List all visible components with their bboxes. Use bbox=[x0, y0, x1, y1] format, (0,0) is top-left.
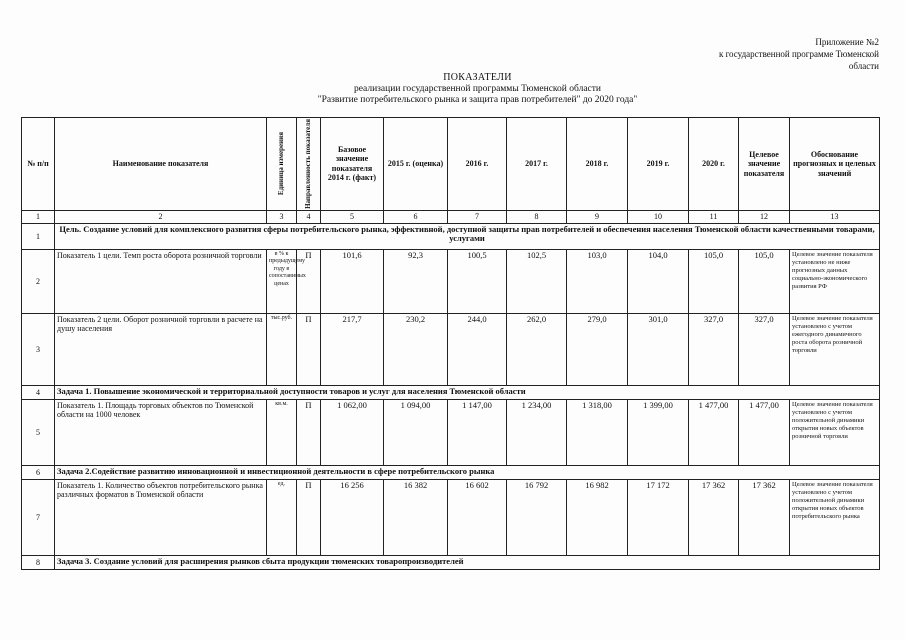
row-index: 6 bbox=[22, 465, 55, 479]
value-base: 101,6 bbox=[321, 249, 384, 313]
justification-text: Целевое значение показателя установлено не ниже прогнозных данных социально-экономического развития РФ bbox=[790, 249, 880, 313]
row-index: 2 bbox=[22, 249, 55, 313]
header-target: Целевое значение показателя bbox=[739, 118, 790, 211]
value-2015: 230,2 bbox=[384, 313, 448, 385]
value-2015: 1 094,00 bbox=[384, 399, 448, 465]
header-unit: Единица измерения bbox=[267, 118, 297, 211]
value-2018: 103,0 bbox=[567, 249, 628, 313]
value-2016: 100,5 bbox=[448, 249, 507, 313]
goal-text: Цель. Создание условий для комплексного развития сферы потребительского рынка, эффективной, доступной защиты прав потребителей и обеспечения населения Тюменской области качественными товарами, услугами bbox=[55, 223, 880, 249]
value-2018: 1 318,00 bbox=[567, 399, 628, 465]
table-row bbox=[22, 249, 880, 313]
value-base: 217,7 bbox=[321, 313, 384, 385]
indicator-name: Показатель 1. Количество объектов потребительского рынка различных форматов в Тюменской области bbox=[55, 479, 267, 555]
row-index: 8 bbox=[22, 555, 55, 569]
value-target: 17 362 bbox=[739, 479, 790, 555]
indicator-direction: П bbox=[297, 479, 321, 555]
value-2016: 244,0 bbox=[448, 313, 507, 385]
table-row bbox=[22, 555, 880, 569]
table-row bbox=[22, 479, 880, 555]
row-index: 3 bbox=[22, 313, 55, 385]
value-target: 327,0 bbox=[739, 313, 790, 385]
indicator-direction: П bbox=[297, 249, 321, 313]
indicator-name: Показатель 1. Площадь торговых объектов по Тюменской области на 1000 человек bbox=[55, 399, 267, 465]
row-index: 1 bbox=[22, 223, 55, 249]
value-2018: 279,0 bbox=[567, 313, 628, 385]
header-name: Наименование показателя bbox=[55, 118, 267, 211]
value-2019: 301,0 bbox=[628, 313, 689, 385]
col-number: 4 bbox=[297, 210, 321, 223]
value-2020: 17 362 bbox=[689, 479, 739, 555]
appendix-line-2: к государственной программе Тюменской bbox=[718, 49, 879, 59]
col-number: 7 bbox=[448, 210, 507, 223]
task-text: Задача 1. Повышение экономической и территориальной доступности товаров и услуг для населения Тюменской области bbox=[55, 385, 880, 399]
task-text: Задача 2.Содействие развитию инновационной и инвестиционной деятельности в сфере потребительского рынка bbox=[55, 465, 880, 479]
col-number: 13 bbox=[790, 210, 880, 223]
column-numbers-row bbox=[22, 210, 880, 223]
indicator-unit: кв.м. bbox=[267, 399, 297, 465]
header-2017: 2017 г. bbox=[507, 118, 567, 211]
value-2018: 16 982 bbox=[567, 479, 628, 555]
indicators-table bbox=[21, 117, 880, 570]
appendix-line-1: Приложение №2 bbox=[815, 37, 879, 47]
table-row bbox=[22, 399, 880, 465]
indicator-direction: П bbox=[297, 313, 321, 385]
table-row bbox=[22, 223, 880, 249]
value-base: 16 256 bbox=[321, 479, 384, 555]
value-2019: 104,0 bbox=[628, 249, 689, 313]
value-2017: 262,0 bbox=[507, 313, 567, 385]
header-2018: 2018 г. bbox=[567, 118, 628, 211]
col-number: 8 bbox=[507, 210, 567, 223]
header-num: № п/п bbox=[22, 118, 55, 211]
title-heading: ПОКАЗАТЕЛИ bbox=[443, 72, 512, 83]
indicator-unit: тыс.руб. bbox=[267, 313, 297, 385]
title-line-2: реализации государственной программы Тюменской области bbox=[353, 83, 602, 94]
header-2015: 2015 г. (оценка) bbox=[384, 118, 448, 211]
header-2020: 2020 г. bbox=[689, 118, 739, 211]
value-2017: 1 234,00 bbox=[507, 399, 567, 465]
value-2016: 16 602 bbox=[448, 479, 507, 555]
value-2016: 1 147,00 bbox=[448, 399, 507, 465]
indicator-direction: П bbox=[297, 399, 321, 465]
value-2015: 16 382 bbox=[384, 479, 448, 555]
value-2019: 17 172 bbox=[628, 479, 689, 555]
document-title bbox=[255, 72, 700, 107]
appendix-line-3: области bbox=[848, 61, 879, 71]
title-line-3: "Развитие потребительского рынка и защита прав потребителей" до 2020 года" bbox=[317, 95, 638, 105]
header-2019: 2019 г. bbox=[628, 118, 689, 211]
row-index: 5 bbox=[22, 399, 55, 465]
col-number: 1 bbox=[22, 210, 55, 223]
header-direction: Направленность показателя bbox=[297, 118, 321, 211]
task-text: Задача 3. Создание условий для расширения рынков сбыта продукции тюменских товаропроизводителей bbox=[55, 555, 880, 569]
value-base: 1 062,00 bbox=[321, 399, 384, 465]
value-2019: 1 399,00 bbox=[628, 399, 689, 465]
table-row bbox=[22, 465, 880, 479]
indicator-name: Показатель 1 цели. Темп роста оборота розничной торговли bbox=[55, 249, 267, 313]
header-justification: Обоснование прогнозных и целевых значений bbox=[790, 118, 880, 211]
value-2017: 16 792 bbox=[507, 479, 567, 555]
col-number: 11 bbox=[689, 210, 739, 223]
header-2016: 2016 г. bbox=[448, 118, 507, 211]
value-2017: 102,5 bbox=[507, 249, 567, 313]
justification-text: Целевое значение показателя установлено с учетом положительной динамики открытия новых объектов потребительского рынка bbox=[790, 479, 880, 555]
col-number: 9 bbox=[567, 210, 628, 223]
col-number: 10 bbox=[628, 210, 689, 223]
indicator-unit: в % к предыдущему году в сопоставимых ценах bbox=[267, 249, 297, 313]
justification-text: Целевое значение показателя установлено с учетом ежегодного динамичного роста оборота розничной торговли bbox=[790, 313, 880, 385]
col-number: 2 bbox=[55, 210, 267, 223]
col-number: 3 bbox=[267, 210, 297, 223]
appendix-note bbox=[689, 36, 879, 72]
indicator-name: Показатель 2 цели. Оборот розничной торговли в расчете на душу населения bbox=[55, 313, 267, 385]
col-number: 5 bbox=[321, 210, 384, 223]
value-target: 105,0 bbox=[739, 249, 790, 313]
value-2020: 105,0 bbox=[689, 249, 739, 313]
row-index: 4 bbox=[22, 385, 55, 399]
table-row bbox=[22, 313, 880, 385]
header-base: Базовое значение показателя 2014 г. (факт) bbox=[321, 118, 384, 211]
value-target: 1 477,00 bbox=[739, 399, 790, 465]
value-2020: 327,0 bbox=[689, 313, 739, 385]
header-row bbox=[22, 118, 880, 211]
value-2015: 92,3 bbox=[384, 249, 448, 313]
justification-text: Целевое значение показателя установлено с учетом положительной динамики открытия новых объектов розничной торговли bbox=[790, 399, 880, 465]
col-number: 6 bbox=[384, 210, 448, 223]
col-number: 12 bbox=[739, 210, 790, 223]
table-row bbox=[22, 385, 880, 399]
indicator-unit: ед. bbox=[267, 479, 297, 555]
value-2020: 1 477,00 bbox=[689, 399, 739, 465]
row-index: 7 bbox=[22, 479, 55, 555]
